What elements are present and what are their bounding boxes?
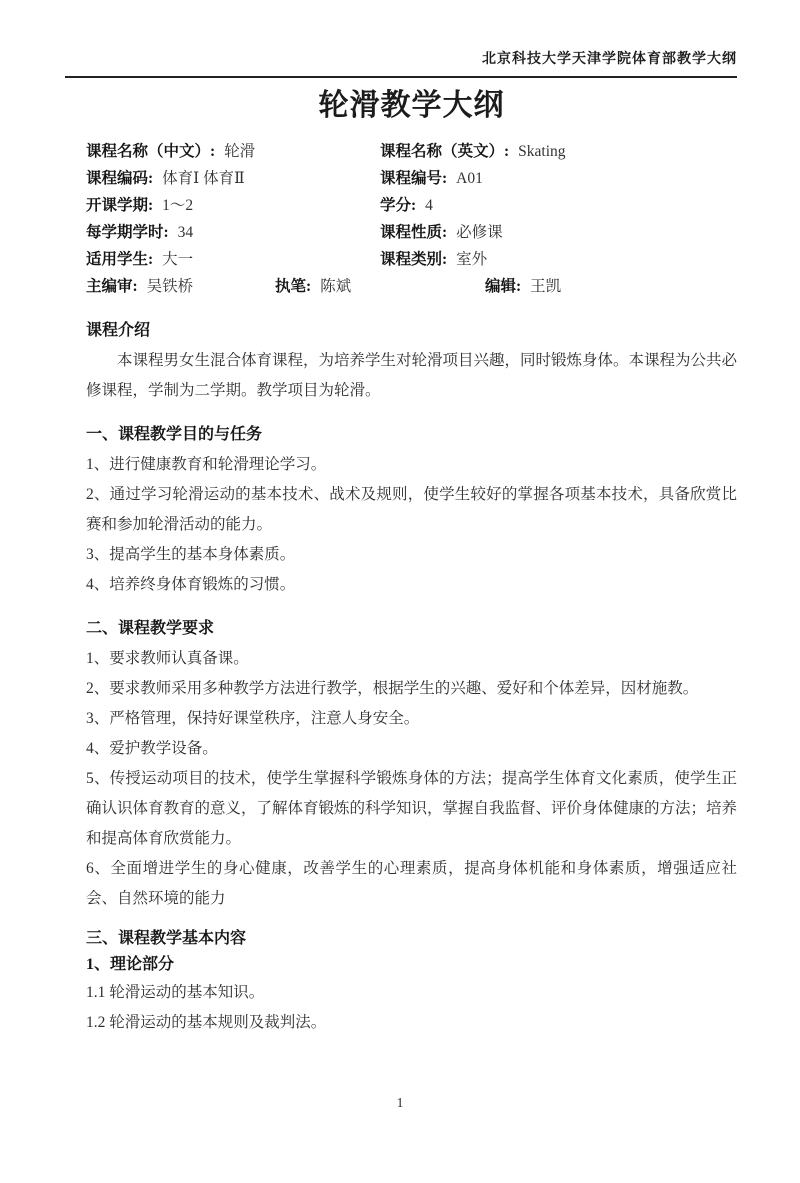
field-label: 开课学期: bbox=[86, 197, 154, 214]
list-item: 2、通过学习轮滑运动的基本技术、战术及规则，使学生较好的掌握各项基本技术，具备欣赏比赛和参加轮滑活动的能力。 bbox=[86, 486, 737, 533]
field-value: 室外 bbox=[456, 251, 488, 268]
info-row-students bbox=[86, 246, 737, 273]
document-header bbox=[65, 52, 737, 78]
field-value: 王凯 bbox=[530, 278, 562, 295]
field-label: 课程类别: bbox=[380, 251, 448, 268]
field-label: 主编审: bbox=[86, 278, 138, 295]
field-writer bbox=[275, 273, 485, 300]
section-requirements-list bbox=[86, 644, 737, 914]
section-content-list bbox=[86, 978, 737, 1038]
field-label: 课程性质: bbox=[380, 224, 448, 241]
field-label: 适用学生: bbox=[86, 251, 154, 268]
field-course-name-cn bbox=[86, 138, 380, 165]
field-credits bbox=[380, 192, 433, 219]
info-row-course-name bbox=[86, 138, 737, 165]
field-value: 1～2 bbox=[162, 197, 194, 214]
field-course-number bbox=[380, 165, 483, 192]
list-item: 3、提高学生的基本身体素质。 bbox=[86, 546, 296, 563]
field-value: 吴铁桥 bbox=[146, 278, 194, 295]
field-label: 编辑: bbox=[485, 278, 522, 295]
list-item: 1.2 轮滑运动的基本规则及裁判法。 bbox=[86, 1014, 327, 1031]
list-item: 4、培养终身体育锻炼的习惯。 bbox=[86, 576, 296, 593]
field-course-name-en bbox=[380, 138, 566, 165]
list-item: 5、传授运动项目的技术，使学生掌握科学锻炼身体的方法；提高学生体育文化素质，使学生正确认识体育教育的意义，了解体育锻炼的科学知识，掌握自我监督、评价身体健康的方法；培养和提高体育欣赏能力。 bbox=[86, 770, 738, 847]
field-value: 34 bbox=[177, 224, 194, 241]
field-value: 体育Ⅰ 体育Ⅱ bbox=[162, 170, 245, 187]
field-course-nature bbox=[380, 219, 503, 246]
field-label: 课程名称（英文）: bbox=[380, 143, 510, 160]
document-page bbox=[0, 52, 800, 1183]
field-semester bbox=[86, 192, 380, 219]
field-label: 课程名称（中文）: bbox=[86, 143, 216, 160]
section-objectives-list bbox=[86, 450, 737, 600]
list-item: 1.1 轮滑运动的基本知识。 bbox=[86, 984, 265, 1001]
list-item: 1、要求教师认真备课。 bbox=[86, 650, 249, 667]
info-row-hours bbox=[86, 219, 737, 246]
page-number: 1 bbox=[396, 1096, 404, 1111]
section-requirements-heading: 二、课程教学要求 bbox=[86, 620, 215, 637]
field-hours bbox=[86, 219, 380, 246]
list-item: 3、严格管理，保持好课堂秩序，注意人身安全。 bbox=[86, 710, 420, 727]
header-institution-text: 北京科技大学天津学院体育部教学大纲 bbox=[482, 52, 737, 67]
list-item: 6、全面增进学生的身心健康，改善学生的心理素质，提高身体机能和身体素质，增强适应社会、自然环境的能力 bbox=[86, 860, 737, 907]
field-value: 轮滑 bbox=[224, 143, 256, 160]
info-row-editors bbox=[86, 273, 737, 300]
field-value: A01 bbox=[456, 170, 483, 187]
field-value: 4 bbox=[425, 197, 433, 214]
list-item: 2、要求教师采用多种教学方法进行教学，根据学生的兴趣、爱好和个体差异，因材施教。 bbox=[86, 680, 699, 697]
page-title: 轮滑教学大纲 bbox=[318, 89, 505, 122]
field-course-category bbox=[380, 246, 487, 273]
field-chief-editor bbox=[86, 273, 275, 300]
info-row-semester bbox=[86, 192, 737, 219]
field-value: 陈斌 bbox=[320, 278, 352, 295]
field-label: 每学期学时: bbox=[86, 224, 169, 241]
list-item: 4、爱护教学设备。 bbox=[86, 740, 218, 757]
intro-paragraph: 本课程男女生混合体育课程，为培养学生对轮滑项目兴趣，同时锻炼身体。本课程为公共必修课程，学制为二学期。教学项目为轮滑。 bbox=[86, 352, 738, 399]
field-label: 课程编号: bbox=[380, 170, 448, 187]
field-value: Skating bbox=[518, 143, 566, 160]
field-editor bbox=[485, 273, 561, 300]
field-course-code bbox=[86, 165, 380, 192]
list-item: 1、进行健康教育和轮滑理论学习。 bbox=[86, 456, 327, 473]
section-objectives-heading: 一、课程教学目的与任务 bbox=[86, 426, 263, 443]
field-label: 课程编码: bbox=[86, 170, 154, 187]
intro-heading: 课程介绍 bbox=[86, 322, 151, 339]
field-label: 学分: bbox=[380, 197, 417, 214]
section-content-heading: 三、课程教学基本内容 bbox=[86, 930, 247, 947]
section-content-subheading: 1、理论部分 bbox=[86, 956, 175, 973]
info-row-course-code bbox=[86, 165, 737, 192]
course-info-block bbox=[86, 138, 737, 300]
document-content bbox=[65, 87, 737, 1038]
field-applicable-students bbox=[86, 246, 380, 273]
field-label: 执笔: bbox=[275, 278, 312, 295]
field-value: 大一 bbox=[162, 251, 194, 268]
field-value: 必修课 bbox=[456, 224, 503, 241]
